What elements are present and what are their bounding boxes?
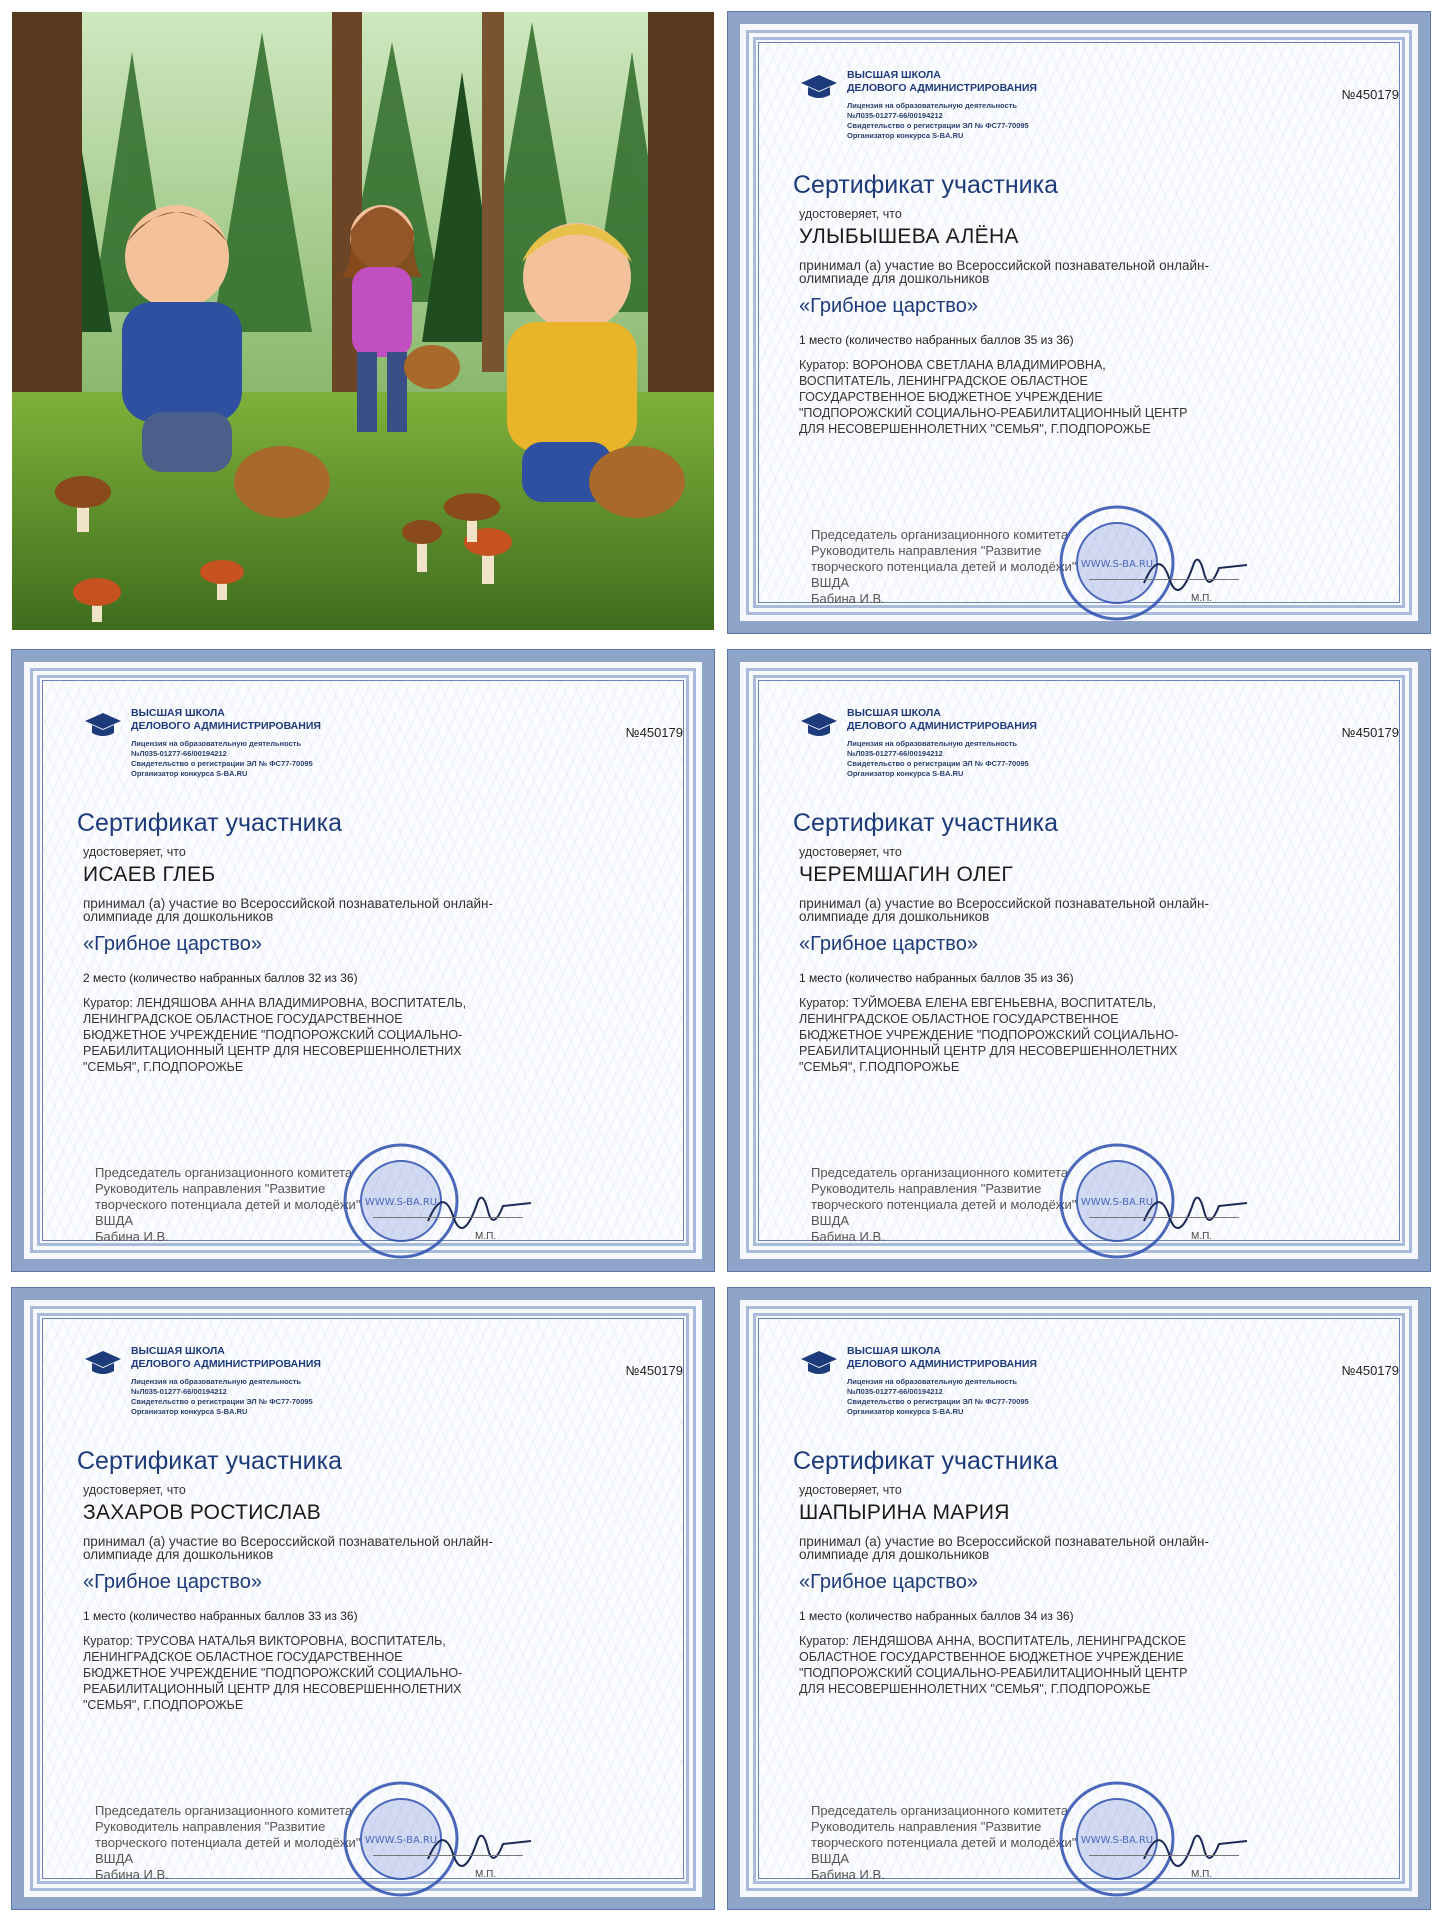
place-result: 1 место (количество набранных баллов 35 из 36) xyxy=(799,333,1074,347)
signature-line xyxy=(1089,1855,1239,1856)
olympiad-name: «Грибное царство» xyxy=(799,933,978,955)
place-result: 1 место (количество набранных баллов 33 из 36) xyxy=(83,1609,358,1623)
curator-text: Куратор: ВОРОНОВА СВЕТЛАНА ВЛАДИМИРОВНА, ВОСПИТАТЕЛЬ, ЛЕНИНГРАДСКОЕ ОБЛАСТНОЕ ГОСУДАРСТВЕННОЕ БЮДЖЕТНОЕ УЧРЕЖДЕНИЕ "ПОДПОРОЖСКИЙ СОЦИАЛЬНО-РЕАБИЛИТАЦИОННЫЙ ЦЕНТР ДЛЯ НЕСОВЕРШЕННОЛЕТНИХ "СЕМЬЯ", Г.ПОДПОРОЖЬЕ xyxy=(799,358,1188,436)
certificate-5 xyxy=(728,1288,1430,1909)
org-details: Лицензия на образовательную деятельность №Л035-01277-66/00194212 Свидетельство о регистрации ЭЛ № ФС77-70095 Организатор конкурса S-BA.RU xyxy=(847,739,1029,778)
graduation-cap-icon xyxy=(799,711,839,741)
olympiad-name: «Грибное царство» xyxy=(83,1571,262,1593)
signature-block: Председатель организационного комитета Руководитель направления "Развитие творческого потенциала детей и молодёжи" ВШДА Бабина И.В. xyxy=(811,1165,1077,1244)
signature-line xyxy=(1089,1217,1239,1218)
org-details: Лицензия на образовательную деятельность №Л035-01277-66/00194212 Свидетельство о регистрации ЭЛ № ФС77-70095 Организатор конкурса S-BA.RU xyxy=(847,101,1029,140)
stamp-place-label: М.П. xyxy=(1191,593,1213,604)
signature-line xyxy=(373,1855,523,1856)
graduation-cap-icon xyxy=(83,711,123,741)
curator-text: Куратор: ТРУСОВА НАТАЛЬЯ ВИКТОРОВНА, ВОСПИТАТЕЛЬ, ЛЕНИНГРАДСКОЕ ОБЛАСТНОЕ ГОСУДАРСТВЕННОЕ БЮДЖЕТНОЕ УЧРЕЖДЕНИЕ "ПОДПОРОЖСКИЙ СОЦИАЛЬНО-РЕАБИЛИТАЦИОННЫЙ ЦЕНТР ДЛЯ НЕСОВЕРШЕННОЛЕТНИХ "СЕМЬЯ", Г.ПОДПОРОЖЬЕ xyxy=(83,1634,463,1712)
participant-name: ЧЕРЕМШАГИН ОЛЕГ xyxy=(799,863,1013,886)
stamp-place-label: М.П. xyxy=(1191,1231,1213,1242)
participant-name: ЗАХАРОВ РОСТИСЛАВ xyxy=(83,1501,322,1524)
certificate-2 xyxy=(12,650,714,1271)
signature-line xyxy=(373,1217,523,1218)
org-name: ВЫСШАЯ ШКОЛА ДЕЛОВОГО АДМИНИСТРИРОВАНИЯ xyxy=(131,1345,321,1370)
certificate-1 xyxy=(728,12,1430,633)
stamp-place-label: М.П. xyxy=(1191,1869,1213,1880)
signature-block: Председатель организационного комитета Руководитель направления "Развитие творческого потенциала детей и молодёжи" ВШДА Бабина И.В. xyxy=(95,1165,361,1244)
signature-block: Председатель организационного комитета Руководитель направления "Развитие творческого потенциала детей и молодёжи" ВШДА Бабина И.В. xyxy=(95,1803,361,1882)
certifies-text: удостоверяет, что xyxy=(799,845,902,859)
participation-text: принимал (а) участие во Всероссийской познавательной онлайн-олимпиаде для дошкольников xyxy=(83,896,493,924)
stamp-place-label: М.П. xyxy=(475,1231,497,1242)
olympiad-name: «Грибное царство» xyxy=(799,1571,978,1593)
place-result: 1 место (количество набранных баллов 34 из 36) xyxy=(799,1609,1074,1623)
participant-name: ШАПЫРИНА МАРИЯ xyxy=(799,1501,1010,1524)
org-details: Лицензия на образовательную деятельность №Л035-01277-66/00194212 Свидетельство о регистрации ЭЛ № ФС77-70095 Организатор конкурса S-BA.RU xyxy=(131,1377,313,1416)
cert-title: Сертификат участника xyxy=(77,1447,343,1475)
certifies-text: удостоверяет, что xyxy=(83,845,186,859)
seal-text: WWW.S-BA.RU xyxy=(364,1835,438,1846)
certificate-3 xyxy=(728,650,1430,1271)
cert-number: №450179 xyxy=(1341,87,1399,102)
cert-number: №450179 xyxy=(1341,1363,1399,1378)
graduation-cap-icon xyxy=(799,1349,839,1379)
participation-text: принимал (а) участие во Всероссийской познавательной онлайн-олимпиаде для дошкольников xyxy=(799,1534,1209,1562)
cert-number: №450179 xyxy=(625,1363,683,1378)
mushroom-picking-picture xyxy=(12,12,714,630)
graduation-cap-icon xyxy=(799,73,839,103)
olympiad-name: «Грибное царство» xyxy=(799,295,978,317)
certificate-4 xyxy=(12,1288,714,1909)
cert-number: №450179 xyxy=(1341,725,1399,740)
signature-block: Председатель организационного комитета Руководитель направления "Развитие творческого потенциала детей и молодёжи" ВШДА Бабина И.В. xyxy=(811,1803,1077,1882)
org-name: ВЫСШАЯ ШКОЛА ДЕЛОВОГО АДМИНИСТРИРОВАНИЯ xyxy=(131,707,321,732)
stamp-place-label: М.П. xyxy=(475,1869,497,1880)
org-name: ВЫСШАЯ ШКОЛА ДЕЛОВОГО АДМИНИСТРИРОВАНИЯ xyxy=(847,69,1037,94)
seal-text: WWW.S-BA.RU xyxy=(1080,559,1154,570)
participation-text: принимал (а) участие во Всероссийской познавательной онлайн-олимпиаде для дошкольников xyxy=(83,1534,493,1562)
seal-text: WWW.S-BA.RU xyxy=(364,1197,438,1208)
seal-text: WWW.S-BA.RU xyxy=(1080,1835,1154,1846)
participation-text: принимал (а) участие во Всероссийской познавательной онлайн-олимпиаде для дошкольников xyxy=(799,896,1209,924)
cert-title: Сертификат участника xyxy=(793,171,1059,199)
participant-name: УЛЫБЫШЕВА АЛЁНА xyxy=(799,225,1019,248)
certifies-text: удостоверяет, что xyxy=(799,207,902,221)
cert-title: Сертификат участника xyxy=(77,809,343,837)
curator-text: Куратор: ТУЙМОЕВА ЕЛЕНА ЕВГЕНЬЕВНА, ВОСПИТАТЕЛЬ, ЛЕНИНГРАДСКОЕ ОБЛАСТНОЕ ГОСУДАРСТВЕННОЕ БЮДЖЕТНОЕ УЧРЕЖДЕНИЕ "ПОДПОРОЖСКИЙ СОЦИАЛЬНО-РЕАБИЛИТАЦИОННЫЙ ЦЕНТР ДЛЯ НЕСОВЕРШЕННОЛЕТНИХ "СЕМЬЯ", Г.ПОДПОРОЖЬЕ xyxy=(799,996,1179,1074)
cert-number: №450179 xyxy=(625,725,683,740)
curator-text: Куратор: ЛЕНДЯШОВА АННА ВЛАДИМИРОВНА, ВОСПИТАТЕЛЬ, ЛЕНИНГРАДСКОЕ ОБЛАСТНОЕ ГОСУДАРСТВЕННОЕ БЮДЖЕТНОЕ УЧРЕЖДЕНИЕ "ПОДПОРОЖСКИЙ СОЦИАЛЬНО-РЕАБИЛИТАЦИОННЫЙ ЦЕНТР ДЛЯ НЕСОВЕРШЕННОЛЕТНИХ "СЕМЬЯ", Г.ПОДПОРОЖЬЕ xyxy=(83,996,467,1074)
certifies-text: удостоверяет, что xyxy=(83,1483,186,1497)
graduation-cap-icon xyxy=(83,1349,123,1379)
certifies-text: удостоверяет, что xyxy=(799,1483,902,1497)
forest-illustration xyxy=(12,12,714,630)
seal-text: WWW.S-BA.RU xyxy=(1080,1197,1154,1208)
participant-name: ИСАЕВ ГЛЕБ xyxy=(83,863,216,886)
place-result: 1 место (количество набранных баллов 35 из 36) xyxy=(799,971,1074,985)
org-name: ВЫСШАЯ ШКОЛА ДЕЛОВОГО АДМИНИСТРИРОВАНИЯ xyxy=(847,707,1037,732)
olympiad-name: «Грибное царство» xyxy=(83,933,262,955)
signature-line xyxy=(1089,579,1239,580)
org-details: Лицензия на образовательную деятельность №Л035-01277-66/00194212 Свидетельство о регистрации ЭЛ № ФС77-70095 Организатор конкурса S-BA.RU xyxy=(131,739,313,778)
place-result: 2 место (количество набранных баллов 32 из 36) xyxy=(83,971,358,985)
org-details: Лицензия на образовательную деятельность №Л035-01277-66/00194212 Свидетельство о регистрации ЭЛ № ФС77-70095 Организатор конкурса S-BA.RU xyxy=(847,1377,1029,1416)
cert-title: Сертификат участника xyxy=(793,809,1059,837)
cert-title: Сертификат участника xyxy=(793,1447,1059,1475)
curator-text: Куратор: ЛЕНДЯШОВА АННА, ВОСПИТАТЕЛЬ, ЛЕНИНГРАДСКОЕ ОБЛАСТНОЕ ГОСУДАРСТВЕННОЕ БЮДЖЕТНОЕ УЧРЕЖДЕНИЕ "ПОДПОРОЖСКИЙ СОЦИАЛЬНО-РЕАБИЛИТАЦИОННЫЙ ЦЕНТР ДЛЯ НЕСОВЕРШЕННОЛЕТНИХ "СЕМЬЯ", Г.ПОДПОРОЖЬЕ xyxy=(799,1634,1188,1696)
participation-text: принимал (а) участие во Всероссийской познавательной онлайн-олимпиаде для дошкольников xyxy=(799,258,1209,286)
org-name: ВЫСШАЯ ШКОЛА ДЕЛОВОГО АДМИНИСТРИРОВАНИЯ xyxy=(847,1345,1037,1370)
signature-block: Председатель организационного комитета Руководитель направления "Развитие творческого потенциала детей и молодёжи" ВШДА Бабина И.В. xyxy=(811,527,1077,606)
